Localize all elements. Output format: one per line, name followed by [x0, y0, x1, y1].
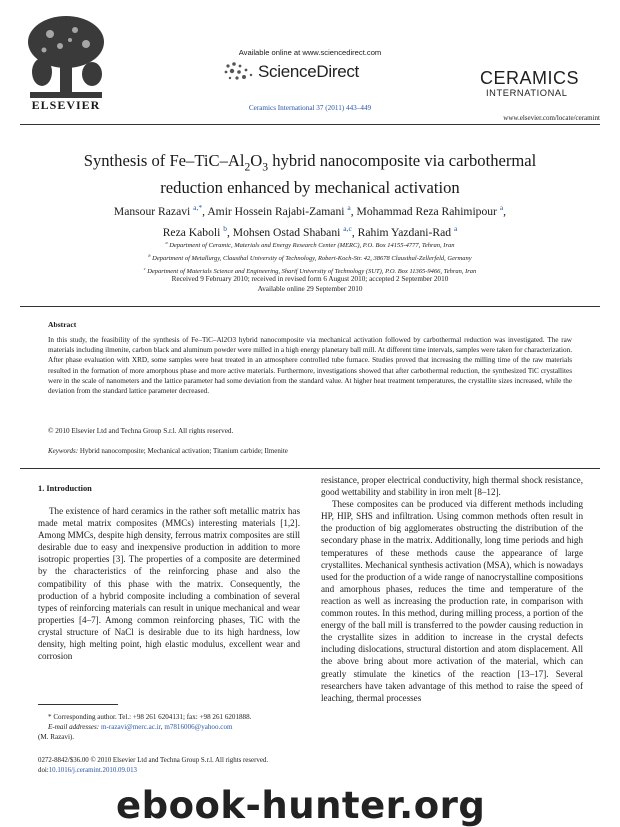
author: Rahim Yazdani-Rad: [357, 225, 452, 239]
affiliation: $^c$ Department of Materials Science and Engineering, Sharif University of Technology (SUT), P.O. Box 11365-9466, Tehran, Iran: [143, 265, 477, 275]
watermark: ebook-hunter.org: [116, 784, 486, 827]
author: Mohsen Ostad Shabani: [232, 225, 341, 239]
journal-logo-international: INTERNATIONAL: [486, 88, 568, 98]
journal-citation[interactable]: Ceramics International 37 (2011) 443–449: [248, 104, 372, 112]
available-online: Available online at www.sciencedirect.com: [238, 48, 382, 57]
affiliation: $^a$ Department of Ceramic, Materials and Energy Research Center (MERC), P.O. Box 14155-4777, Tehran, Iran: [165, 240, 455, 250]
footnote-divider: [38, 704, 118, 705]
sciencedirect-logo-text: ScienceDirect: [258, 62, 359, 81]
author: Mohammad Reza Rahimipour: [356, 204, 497, 218]
journal-logo-ceramics: CERAMICS: [480, 68, 580, 88]
journal-url[interactable]: www.elsevier.com/locate/ceramint: [503, 114, 600, 122]
article-title: Synthesis of $Fe-TiC-Al_2O_3$ hybrid nanocomposite via carbothermal reduction enhanced by mechanical activation: [83, 151, 537, 198]
body-column-right: resistance, proper electrical conductivity, high thermal shock resistance, good wettability and stability in iron melt [8–12]. These composites can be produced via different methods including HP, HIP, SHS and infiltration. Using common methods often result in the production of big agglomerates obstructing the distribution of the secondary phase in the matrix. Additionally, long time periods and high temperatures of these methods cause the appearance of large crystallites. Mechanical synthesis activation (MSA), which is nowadays used for the production of a wide range of nanocrystalline compositions and amorphous phases, reduces the time and temperature of the reaction as well as increasing the production rate, in comparison with common routes. In this method, during milling process, a portion of the energy of the ball mill is transferred to the powder causing reduction in the crystallite sizes in addition to increase in the crystal defects including dislocations, structural distortion and atom displacement. All the above bring about more activation of the material, which can greatly stimulate the kinetics of the reaction [13–17]. Several researchers have taken advantage of this method to raise the speed of leaching, thermal processes: [321, 475, 583, 703]
abstract-text: In this study, the feasibility of the synthesis of Fe–TiC–Al2O3 hybrid nanocomposite via mechanical activation followed by carbothermal reduction was investigated. The raw materials including ilmenite, carbon black and aluminum powder were milled in a high energy planetary ball mill. At different time intervals, samples were taken for characterization. After phase evaluation with XRD, some samples were heat treated in an atmosphere controlled tube furnace. Studies proved that increasing the milling time of the raw materials resulted in the formation of more amorphous phase and more active materials. Furthermore, investigations showed that after carbothermal reduction, the synthesized TiC crystallites were in the scale of nanometers and the lattice parameter had some deviation from the standard value. At higher heat treatment temperatures, the crystallite sizes increased, while the deviation from the standard lattice parameter decreased.: [48, 336, 572, 396]
body-column-left: The existence of hard ceramics in the rather soft metallic matrix has made metal matrix composites (MMCs) interesting materials [1,2]. Among MMCs, despite high density, ferrous matrix composites are still desirable due to easy and inexpensive production in addition to more isotropic properties [3]. The properties of a composite are determined by the characteristics of the reinforcing phase and also the compatibility of this phase with the matrix. Consequently, the production of a hybrid composite including a combination of several types of reinforcing materials can result in unique mechanical and wear properties [4–7]. Among common reinforcing phases, TiC with the crystal structure of NaCl is desirable due to its high hardness, low density, high melting point, high elastic modulus, excellent wear and corrosion: [38, 506, 300, 662]
article-dates: Received 9 February 2010; received in revised form 6 August 2010; accepted 2 September 2010 Available online 29 September 2010: [171, 275, 449, 293]
title-divider: [20, 306, 600, 307]
author-list: Mansour Razavi $^{a,*}$, Amir Hossein Rajabi-Zamani $^a$, Mohammad Reza Rahimipour $^a$, Reza Kaboli $^b$, Mohsen Ostad Shabani $^{a,c}$, Rahim Yazdani-Rad $^a$: [113, 203, 507, 239]
abstract-heading: Abstract: [48, 320, 77, 329]
keywords: Keywords: Hybrid nanocomposite; Mechanical activation; Titanium carbide; Ilmenite: [48, 447, 288, 455]
author: Mansour Razavi: [113, 204, 191, 218]
publisher-name: ELSEVIER: [31, 98, 101, 112]
header-divider: [20, 124, 600, 125]
affiliation: $^b$ Department of Metallurgy, Clausthal University of Technology, Robert-Koch-Str. 42, 38678 Clausthal-Zellerfeld, Germany: [148, 252, 472, 262]
corresponding-author-footnote: * Corresponding author. Tel.: +98 261 6204131; fax: +98 261 6201888. E-mail addresses: m-razavi@merc.ac.ir, m7816006@yahoo.com (M. Razavi).: [38, 713, 252, 741]
email-link[interactable]: m-razavi@merc.ac.ir: [100, 723, 161, 731]
author: Amir Hossein Rajabi-Zamani: [207, 204, 345, 218]
author: Reza Kaboli: [162, 225, 221, 239]
email-link[interactable]: m7816006@yahoo.com: [164, 723, 233, 731]
affiliations: [30, 238, 590, 276]
issn-doi: 0272-8842/$36.00 © 2010 Elsevier Ltd and Techna Group S.r.l. All rights reserved. doi:10.1016/j.ceramint.2010.09.013: [38, 757, 269, 774]
sciencedirect-dots-icon: [222, 60, 258, 82]
section-heading-introduction: 1. Introduction: [38, 484, 92, 493]
elsevier-tree-logo: [20, 12, 112, 108]
abstract-copyright: © 2010 Elsevier Ltd and Techna Group S.r.l. All rights reserved.: [48, 427, 234, 435]
doi-link[interactable]: 10.1016/j.ceramint.2010.09.013: [48, 766, 137, 774]
abstract-divider: [20, 468, 600, 469]
